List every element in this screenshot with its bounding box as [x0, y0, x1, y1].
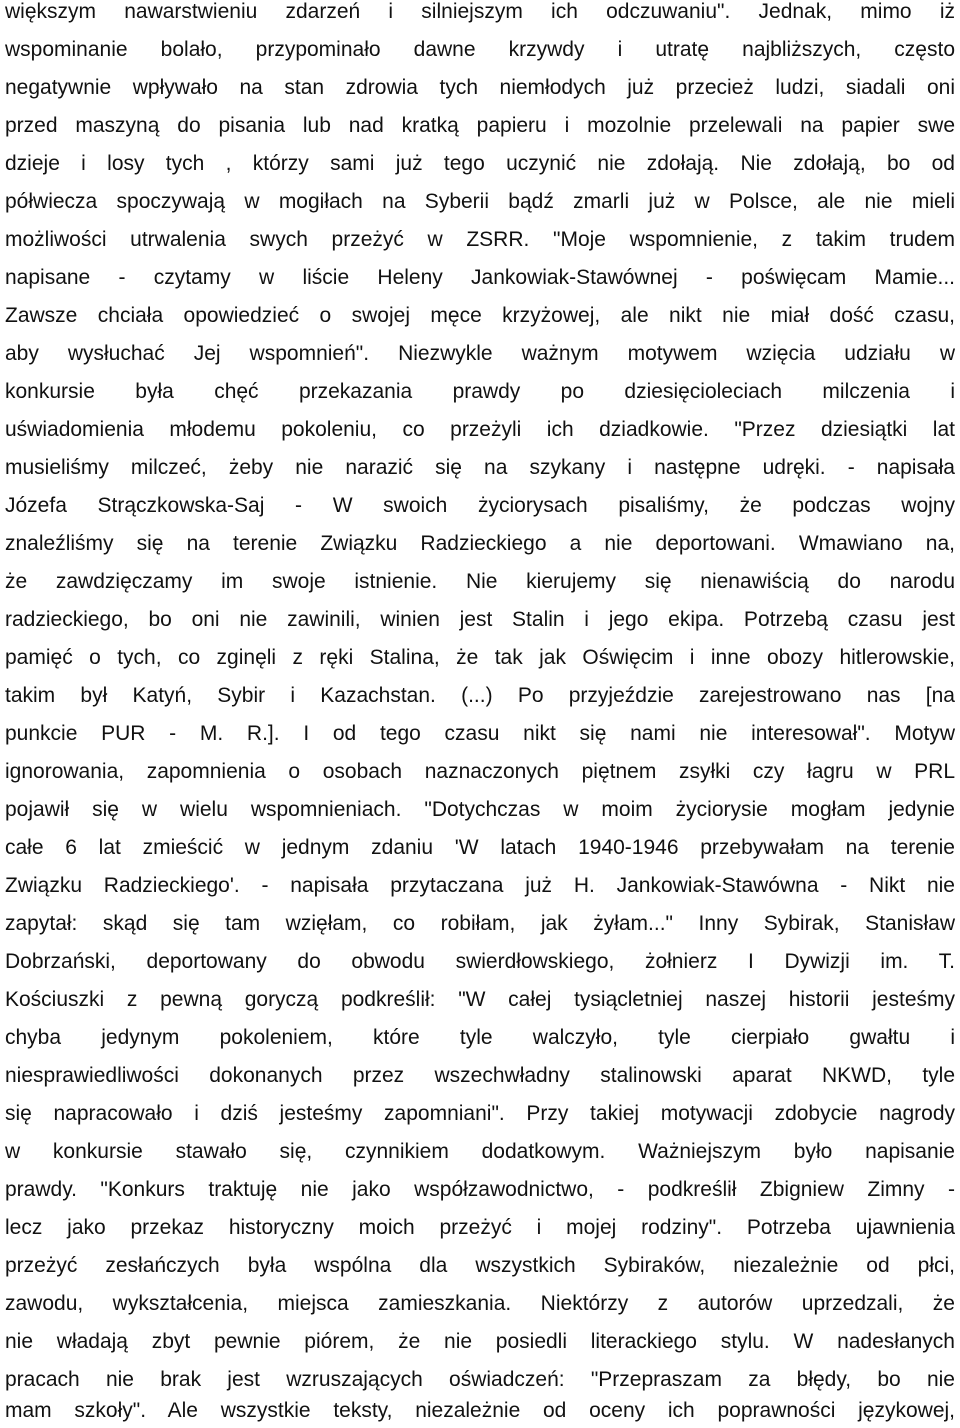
text-line: Zawsze chciała opowiedzieć o swojej męce krzyżowej, ale nikt nie miał dość czasu, — [5, 304, 955, 327]
text-line: w konkursie stawało się, czynnikiem dodatkowym. Ważniejszym było napisanie — [5, 1140, 955, 1163]
text-line: całe 6 lat zmieścić w jednym zdaniu 'W latach 1940-1946 przebywałam na terenie — [5, 836, 955, 859]
text-line: mam szkoły". Ale wszystkie teksty, niezależnie od oceny ich poprawności językowej, — [5, 1399, 955, 1422]
text-line: aby wysłuchać Jej wspomnień". Niezwykle ważnym motywem wzięcia udziału w — [5, 342, 955, 365]
text-line: większym nawarstwieniu zdarzeń i silniejszym ich odczuwaniu". Jednak, mimo iż — [5, 0, 955, 23]
text-line: pamięć o tych, co zginęli z ręki Stalina, że tak jak Oświęcim i inne obozy hitlerowskie, — [5, 646, 955, 669]
text-line: chyba jedynym pokoleniem, które tyle walczyło, tyle cierpiało gwałtu i — [5, 1026, 955, 1049]
text-line: wspominanie bolało, przypominało dawne krzywdy i utratę najbliższych, często — [5, 38, 955, 61]
text-line: Józefa Strączkowska-Saj - W swoich życiorysach pisaliśmy, że podczas wojny — [5, 494, 955, 517]
text-line: prawdy. "Konkurs traktuję nie jako współzawodnictwo, - podkreślił Zbigniew Zimny - — [5, 1178, 955, 1201]
text-line: negatywnie wpływało na stan zdrowia tych niemłodych już przecież ludzi, siadali oni — [5, 76, 955, 99]
text-line: niesprawiedliwości dokonanych przez wszechwładny stalinowski aparat NKWD, tyle — [5, 1064, 955, 1087]
text-line: przed maszyną do pisania lub nad kratką papieru i mozolnie przelewali na papier swe — [5, 114, 955, 137]
text-line: się napracowało i dziś jesteśmy zapomniani". Przy takiej motywacji zdobycie nagrody — [5, 1102, 955, 1125]
text-line: punkcie PUR - M. R.]. I od tego czasu nikt się nami nie interesował". Motyw — [5, 722, 955, 745]
text-line: ignorowania, zapomnienia o osobach naznaczonych piętnem zsyłki czy łagru w PRL — [5, 760, 955, 783]
text-line: lecz jako przekaz historyczny moich przeżyć i mojej rodziny". Potrzeba ujawnienia — [5, 1216, 955, 1239]
text-line: nie władają zbyt pewnie piórem, że nie posiedli literackiego stylu. W nadesłanych — [5, 1330, 955, 1353]
text-line: półwiecza spoczywają w mogiłach na Syberii bądź zmarli już w Polsce, ale nie mieli — [5, 190, 955, 213]
text-line: przeżyć zesłańczych była wspólna dla wszystkich Sybiraków, niezależnie od płci, — [5, 1254, 955, 1277]
text-line: musieliśmy milczeć, żeby nie narazić się na szykany i następne udręki. - napisała — [5, 456, 955, 479]
text-line: że zawdzięczamy im swoje istnienie. Nie kierujemy się nienawiścią do narodu — [5, 570, 955, 593]
text-line: konkursie była chęć przekazania prawdy po dziesięcioleciach milczenia i — [5, 380, 955, 403]
text-line: możliwości utrwalenia swych przeżyć w ZSRR. "Moje wspomnienie, z takim trudem — [5, 228, 955, 251]
text-line: zawodu, wykształcenia, miejsca zamieszkania. Niektórzy z autorów uprzedzali, że — [5, 1292, 955, 1315]
text-line: napisane - czytamy w liście Heleny Jankowiak-Stawównej - poświęcam Mamie... — [5, 266, 955, 289]
text-line: Związku Radzieckiego'. - napisała przytaczana już H. Jankowiak-Stawówna - Nikt nie — [5, 874, 955, 897]
text-line: dzieje i losy tych , którzy sami już tego uczynić nie zdołają. Nie zdołają, bo od — [5, 152, 955, 175]
text-line: Dobrzański, deportowany do obwodu swierdłowskiego, żołnierz I Dywizji im. T. — [5, 950, 955, 973]
text-line: pracach nie brak jest wzruszających oświadczeń: "Przepraszam za błędy, bo nie — [5, 1368, 955, 1391]
text-line: pojawił się w wielu wspomnieniach. "Dotychczas w moim życiorysie mogłam jedynie — [5, 798, 955, 821]
document-page — [5, 0, 955, 1428]
text-line: radzieckiego, bo oni nie zawinili, winien jest Stalin i jego ekipa. Potrzebą czasu jest — [5, 608, 955, 631]
text-line: uświadomienia młodemu pokoleniu, co przeżyli ich dziadkowie. "Przez dziesiątki lat — [5, 418, 955, 441]
text-line: Kościuszki z pewną goryczą podkreślił: "W całej tysiącletniej naszej historii jesteśmy — [5, 988, 955, 1011]
text-line: zapytał: skąd się tam wzięłam, co robiłam, jak żyłam..." Inny Sybirak, Stanisław — [5, 912, 955, 935]
text-line: znaleźliśmy się na terenie Związku Radzieckiego a nie deportowani. Wmawiano na, — [5, 532, 955, 555]
text-line: takim był Katyń, Sybir i Kazachstan. (...) Po przyjeździe zarejestrowano nas [na — [5, 684, 955, 707]
